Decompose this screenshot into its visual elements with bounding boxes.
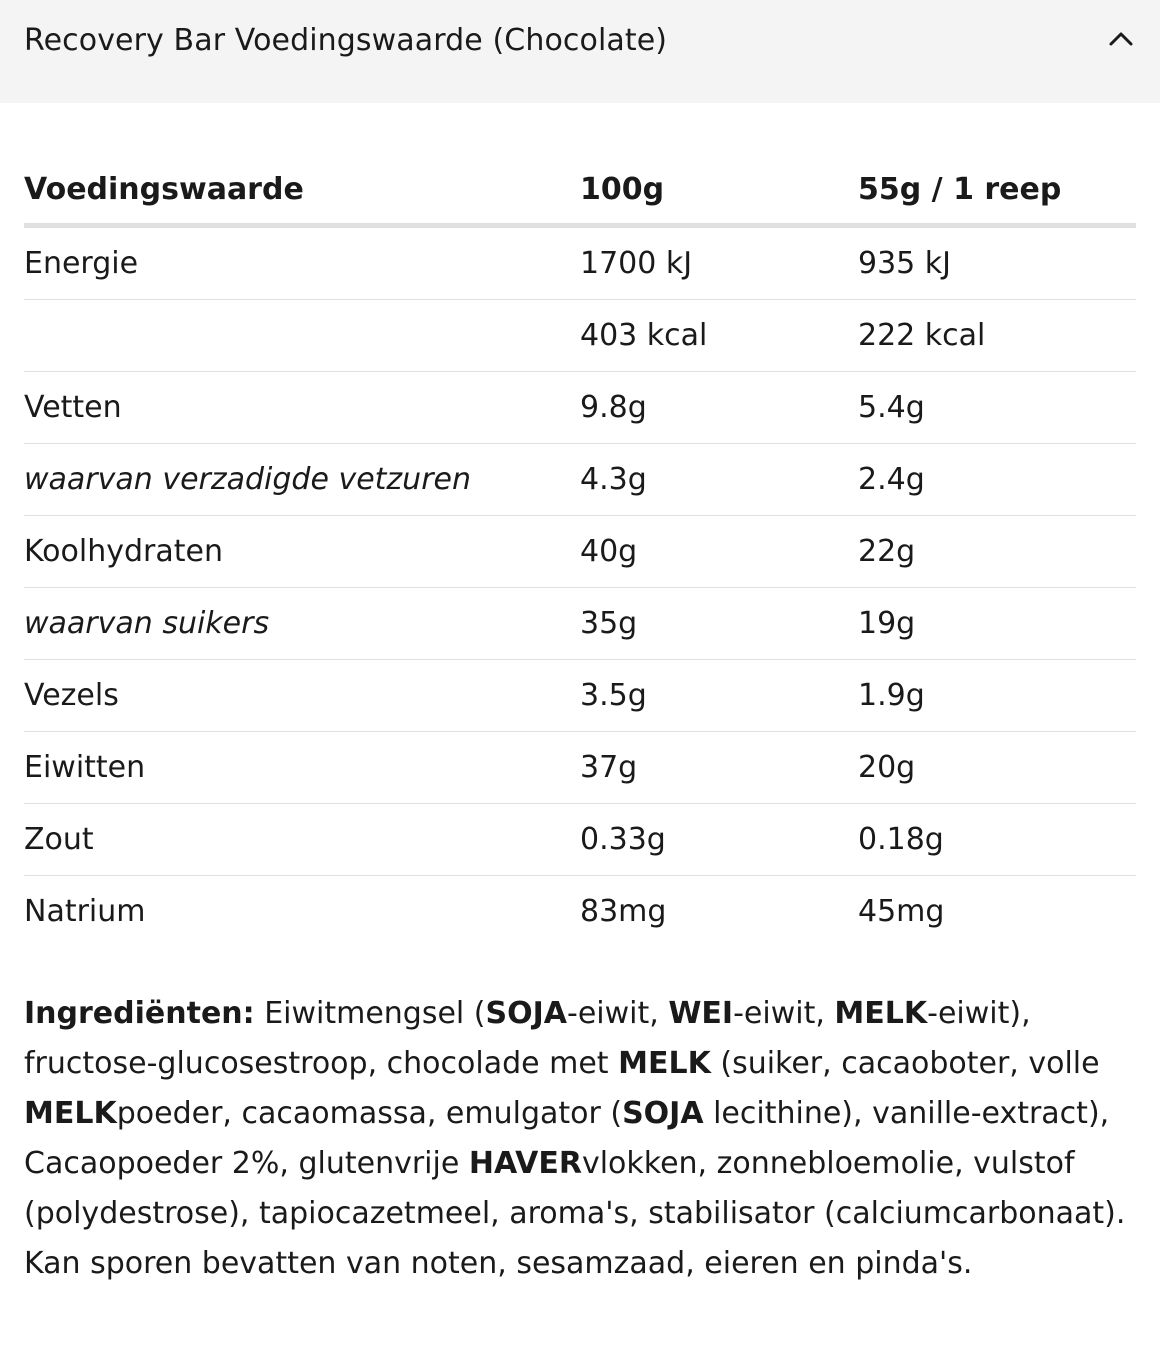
nutrient-name-cell: Vezels bbox=[24, 660, 580, 732]
ingredient-text: lecithine), vanille-extract), Cacaopoeder 2%, glutenvrije bbox=[24, 1096, 1110, 1181]
ingredient-text: -eiwit), fructose-glucosestroop, chocolade met bbox=[24, 996, 1031, 1081]
accordion-header[interactable] bbox=[0, 0, 1160, 103]
accordion-title: Recovery Bar Voedingswaarde (Chocolate) bbox=[24, 23, 668, 58]
allergen-text: WEI bbox=[668, 996, 734, 1031]
nutrition-table bbox=[24, 157, 1136, 947]
nutrient-name-cell: Natrium bbox=[24, 894, 146, 929]
ingredient-text: Eiwitmengsel ( bbox=[264, 996, 486, 1031]
value-per-serving-cell: 45mg bbox=[858, 894, 945, 929]
allergen-text: HAVER bbox=[468, 1146, 582, 1181]
value-per-serving-cell: 20g bbox=[858, 732, 1136, 804]
table-row bbox=[24, 732, 1136, 804]
table-row bbox=[24, 372, 1136, 444]
value-per-100g-cell: 37g bbox=[580, 732, 858, 804]
value-per-serving-cell: 1.9g bbox=[858, 660, 1136, 732]
nutrition-table-body bbox=[24, 226, 1136, 948]
value-per-100g-cell: 3.5g bbox=[580, 660, 858, 732]
table-row bbox=[24, 588, 1136, 660]
ingredient-text: poeder, cacaomassa, emulgator ( bbox=[116, 1096, 623, 1131]
allergen-text: MELK bbox=[24, 1096, 117, 1131]
nutrient-name-cell bbox=[24, 300, 580, 372]
ingredient-text: -eiwit, bbox=[567, 996, 669, 1031]
header-nutrient: Voedingswaarde bbox=[24, 157, 580, 226]
value-per-100g-cell: 40g bbox=[580, 516, 858, 588]
ingredients-text bbox=[24, 989, 1136, 1289]
value-per-serving-cell: 22g bbox=[858, 516, 1136, 588]
table-header-row bbox=[24, 157, 1136, 226]
allergen-text: MELK bbox=[618, 1046, 711, 1081]
table-row bbox=[24, 300, 1136, 372]
table-row bbox=[24, 876, 1136, 948]
nutrient-name-cell: waarvan suikers bbox=[24, 588, 580, 660]
table-row bbox=[24, 516, 1136, 588]
value-per-100g-cell: 35g bbox=[580, 588, 858, 660]
table-row bbox=[24, 660, 1136, 732]
ingredient-text: -eiwit, bbox=[733, 996, 835, 1031]
nutrient-name-cell: waarvan verzadigde vetzuren bbox=[24, 444, 580, 516]
ingredients-label: Ingrediënten: bbox=[24, 996, 255, 1031]
accordion-panel bbox=[0, 157, 1160, 1289]
value-per-serving-cell: 2.4g bbox=[858, 444, 1136, 516]
value-per-serving-cell: 19g bbox=[858, 588, 1136, 660]
ingredient-text: (suiker, cacaoboter, volle bbox=[710, 1046, 1100, 1081]
value-per-100g-cell: 4.3g bbox=[580, 444, 858, 516]
allergen-text: SOJA bbox=[622, 1096, 704, 1131]
chevron-up-icon[interactable] bbox=[1108, 26, 1134, 52]
value-per-serving-cell: 5.4g bbox=[858, 372, 1136, 444]
table-row bbox=[24, 226, 1136, 300]
nutrient-name-cell: Vetten bbox=[24, 372, 580, 444]
value-per-100g-cell: 83mg bbox=[580, 894, 667, 929]
nutrient-name-cell: Zout bbox=[24, 804, 580, 876]
value-per-100g-cell: 0.33g bbox=[580, 804, 858, 876]
nutrient-name-cell: Energie bbox=[24, 226, 580, 300]
allergen-text: MELK bbox=[834, 996, 928, 1031]
value-per-100g-cell: 1700 kJ bbox=[580, 226, 858, 300]
table-row bbox=[24, 804, 1136, 876]
header-per-100g: 100g bbox=[580, 157, 858, 226]
value-per-serving-cell: 0.18g bbox=[858, 804, 1136, 876]
nutrient-name-cell: Eiwitten bbox=[24, 732, 580, 804]
header-per-serving: 55g / 1 reep bbox=[858, 157, 1136, 226]
value-per-100g-cell: 9.8g bbox=[580, 372, 858, 444]
ingredient-text: vlokken, zonnebloemolie, vulstof (polydestrose), tapiocazetmeel, aroma's, stabilisator (calciumcarbonaat). Kan sporen bevatten van noten, sesamzaad, eieren en pinda's. bbox=[24, 1146, 1126, 1281]
value-per-100g-cell: 403 kcal bbox=[580, 300, 858, 372]
value-per-serving-cell: 222 kcal bbox=[858, 300, 1136, 372]
allergen-text: SOJA bbox=[485, 996, 568, 1031]
value-per-serving-cell: 935 kJ bbox=[858, 226, 1136, 300]
nutrient-name-cell: Koolhydraten bbox=[24, 516, 580, 588]
table-row bbox=[24, 444, 1136, 516]
